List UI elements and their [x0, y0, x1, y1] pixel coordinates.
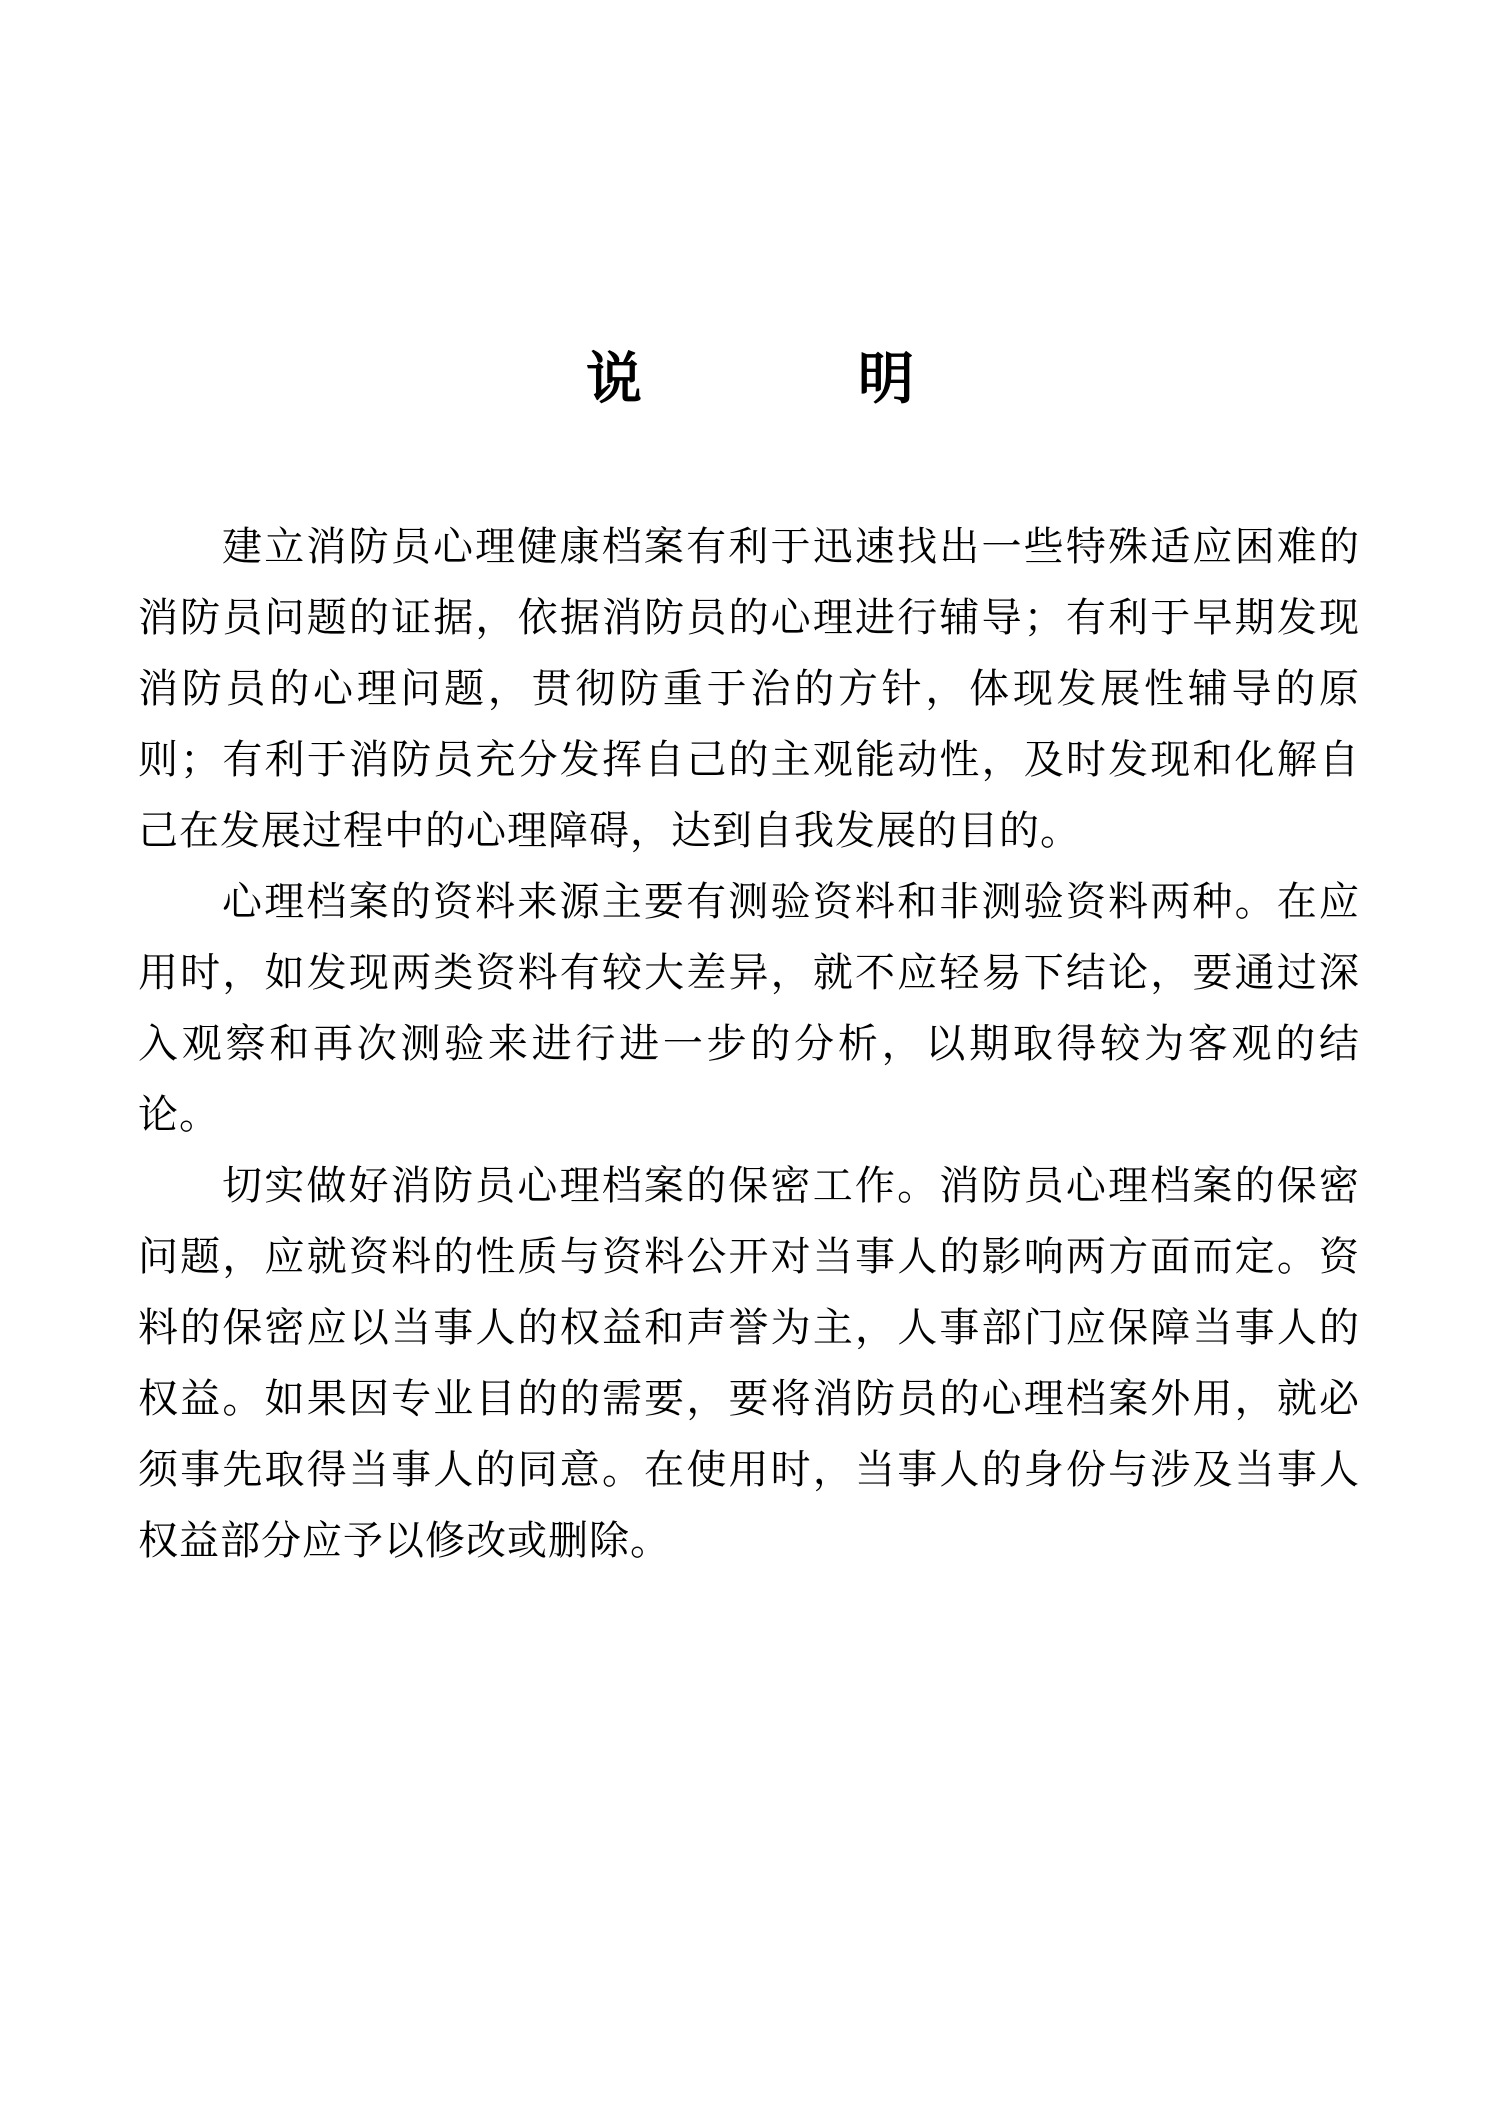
page-title: 说 明 [586, 347, 994, 412]
paragraph-confidentiality: 切实做好消防员心理档案的保密工作。消防员心理档案的保密问题，应就资料的性质与资料公开对当事人的影响两方面而定。资料的保密应以当事人的权益和声誉为主，人事部门应保障当事人的权益。如果因专业目的的需要，要将消防员的心理档案外用，就必须事先取得当事人的同意。在使用时，当事人的身份与涉及当事人权益部分应予以修改或删除。 [138, 1163, 1360, 1564]
paragraph-data-sources: 心理档案的资料来源主要有测验资料和非测验资料两种。在应用时，如发现两类资料有较大差异，就不应轻易下结论，要通过深入观察和再次测验来进行进一步的分析，以期取得较为客观的结论。 [138, 879, 1360, 1138]
paragraph-purpose: 建立消防员心理健康档案有利于迅速找出一些特殊适应困难的消防员问题的证据，依据消防员的心理进行辅导；有利于早期发现消防员的心理问题，贯彻防重于治的方针，体现发展性辅导的原则；有利于消防员充分发挥自己的主观能动性，及时发现和化解自己在发展过程中的心理障碍，达到自我发展的目的。 [138, 524, 1360, 854]
document-body [138, 512, 1360, 1577]
